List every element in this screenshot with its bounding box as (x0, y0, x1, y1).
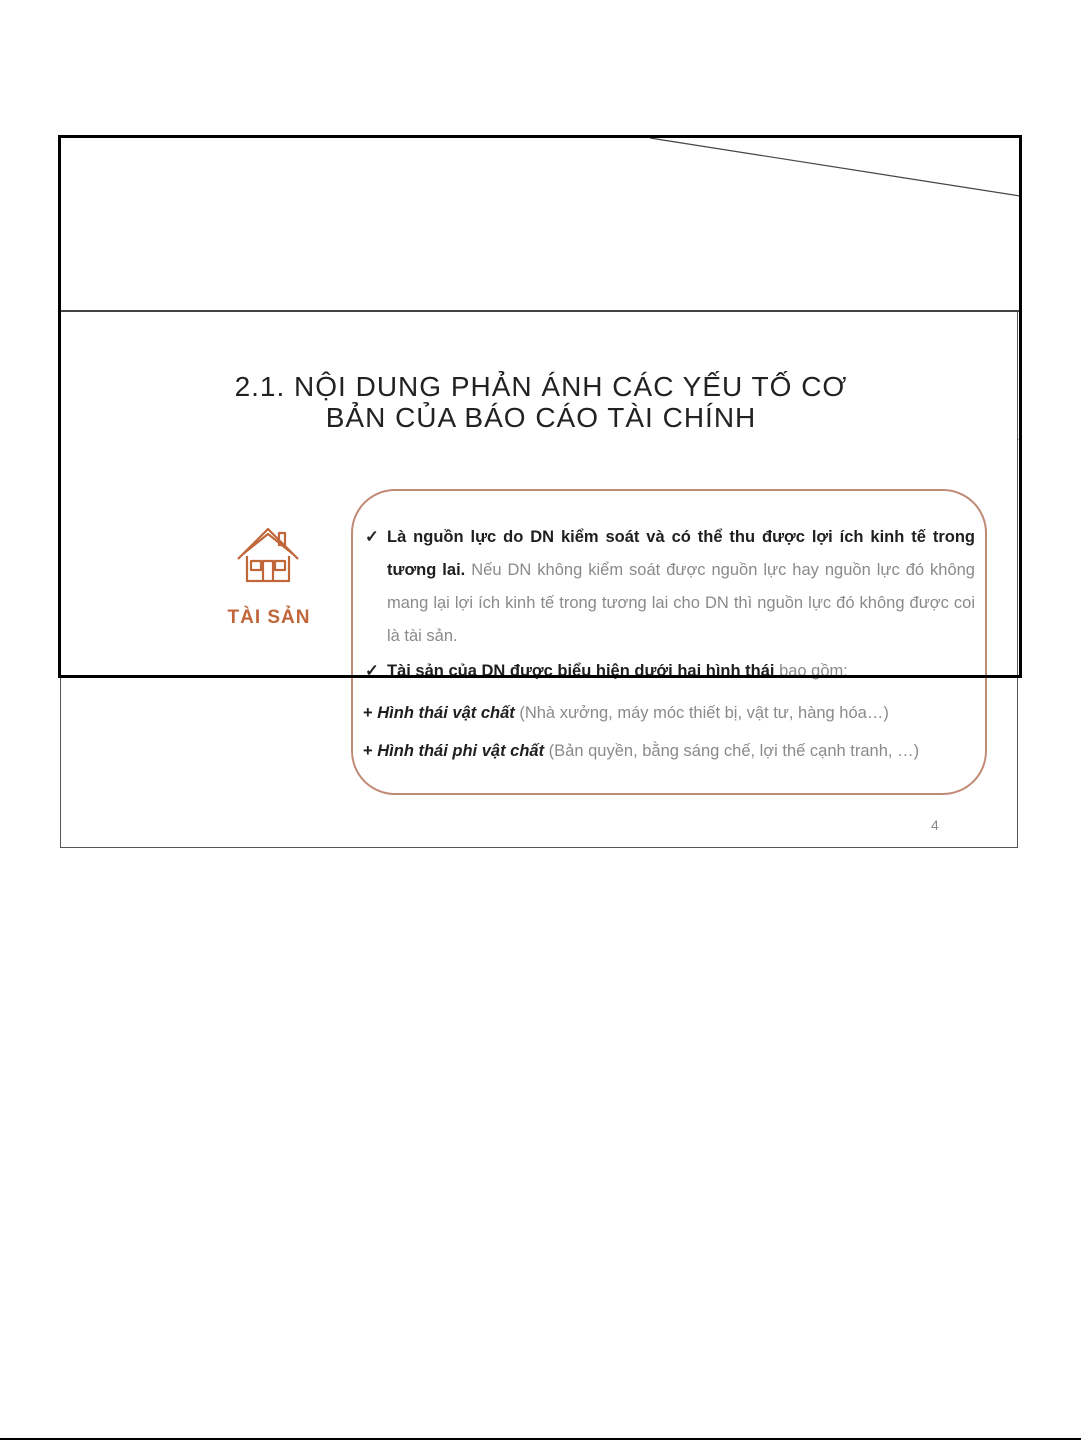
sub-item-prefix: + (363, 704, 373, 722)
sub-item (363, 702, 978, 724)
sub-item-head: Hình thái phi vật chất (377, 742, 545, 760)
page-bottom-rule (0, 1438, 1081, 1440)
slide (60, 310, 1018, 848)
slide-title-line-2: BẢN CỦA BÁO CÁO TÀI CHÍNH (325, 402, 757, 433)
sub-item-prefix: + (363, 742, 373, 760)
category-label: TÀI SẢN (227, 607, 311, 628)
check-icon: ✓ (365, 528, 379, 546)
page-number: 4 (931, 817, 939, 833)
bullet-bold-text: Là nguồn lực do DN kiểm soát và có thể thu được lợi ích kinh tế trong tương lai. (387, 528, 975, 579)
slide-title (161, 371, 921, 433)
sub-item-detail: (Bản quyền, bằng sáng chế, lợi thế cạnh tranh, …) (544, 742, 920, 760)
bullet-item (365, 655, 975, 688)
bullet-item (365, 521, 975, 653)
bullet-normal-text: bao gồm: (774, 662, 848, 680)
slide-title-line-1: 2.1. NỘI DUNG PHẢN ÁNH CÁC YẾU TỐ CƠ (234, 371, 848, 402)
bullet-bold-text: Tài sản của DN được biểu hiện dưới hai hình thái (387, 662, 775, 680)
sub-item (363, 740, 978, 762)
check-icon: ✓ (365, 662, 379, 680)
content-box (351, 489, 987, 795)
bullet-normal-text: Nếu DN không kiểm soát được nguồn lực hay nguồn lực đó không mang lại lợi ích kinh tế trong tương lai cho DN thì nguồn lực đó không được coi là tài sản. (387, 561, 975, 645)
sub-item-head: Hình thái vật chất (377, 704, 515, 722)
sub-item-detail: (Nhà xưởng, máy móc thiết bị, vật tư, hàng hóa…) (514, 704, 889, 722)
house-icon (235, 525, 301, 585)
